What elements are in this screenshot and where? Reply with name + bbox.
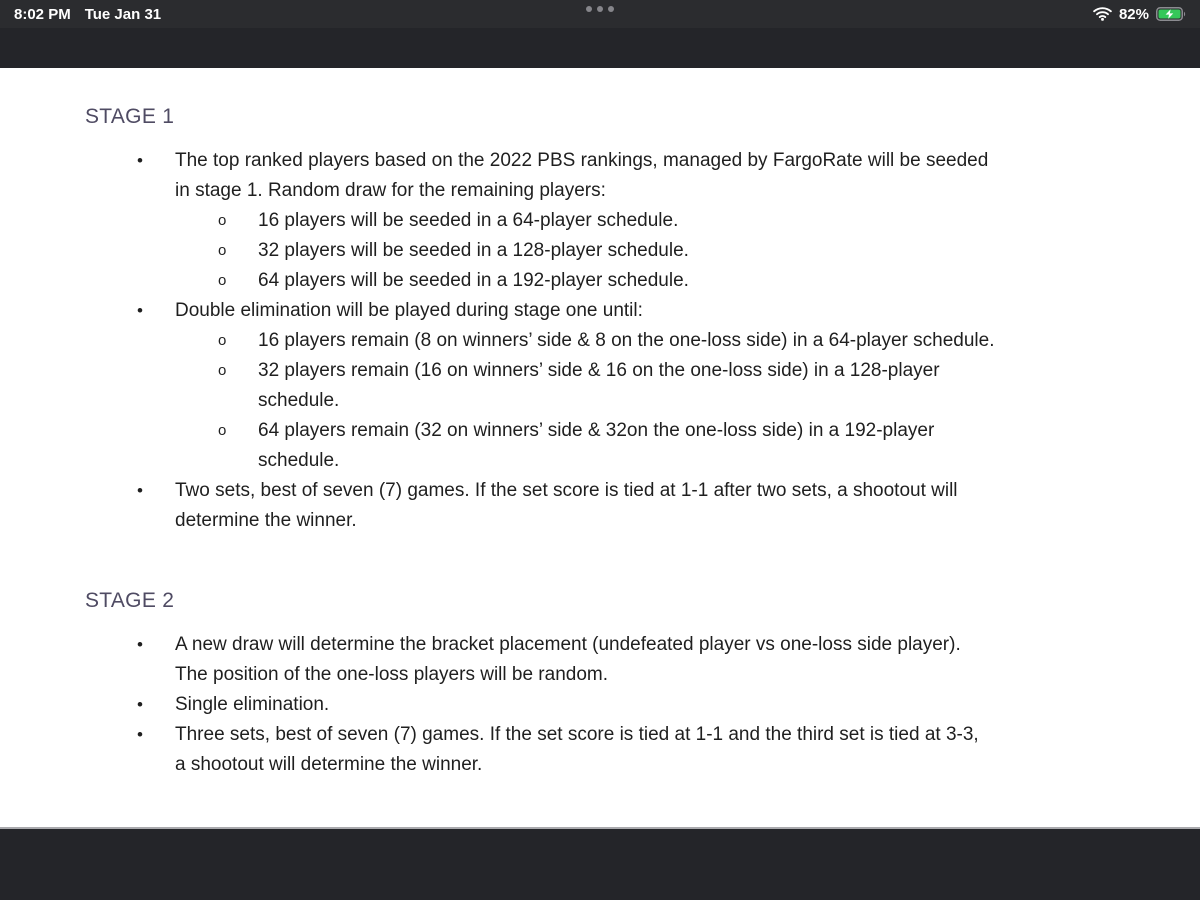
text-line: Two sets, best of seven (7) games. If the set score is tied at 1-1 after two sets, a shootout will: [175, 480, 958, 501]
bullet-text: [175, 690, 329, 720]
bullet-marker: •: [137, 151, 143, 170]
bullet-text: [258, 266, 689, 296]
text-line: 16 players remain (8 on winners’ side & 8 on the one-loss side) in a 64-player schedule.: [258, 330, 995, 351]
text-line: A new draw will determine the bracket placement (undefeated player vs one-loss side player).: [175, 634, 961, 655]
bullet-text: [258, 206, 678, 236]
text-line: 16 players will be seeded in a 64-player schedule.: [258, 210, 679, 231]
bottom-bezel: [0, 829, 1200, 900]
text-line: Double elimination will be played during stage one until:: [175, 300, 643, 321]
bullet-item: [0, 476, 1200, 536]
bullet-marker: o: [218, 272, 227, 289]
document-content: [0, 104, 1200, 780]
bullet-marker: •: [137, 301, 143, 320]
bullet-marker: o: [218, 242, 227, 259]
text-line: Three sets, best of seven (7) games. If the set score is tied at 1-1 and the third set is tied at 3-3,: [175, 724, 979, 745]
bullet-marker: o: [218, 422, 227, 439]
bullet-text: [175, 296, 643, 326]
text-line: schedule.: [258, 450, 340, 471]
stage-section: [0, 588, 1200, 780]
bullet-text: [175, 476, 958, 536]
bullet-marker: o: [218, 362, 227, 379]
text-line: Single elimination.: [175, 694, 330, 715]
bullet-text: [258, 326, 994, 356]
multitasking-dots-icon[interactable]: [586, 6, 614, 12]
clock-date: Tue Jan 31: [84, 5, 162, 23]
text-line: 32 players will be seeded in a 128-player schedule.: [258, 240, 689, 261]
bullet-marker: •: [137, 695, 143, 714]
document-page: [0, 68, 1200, 829]
sub-bullet-item: [0, 416, 1200, 476]
text-line: in stage 1. Random draw for the remaining players:: [175, 180, 606, 201]
text-line: 64 players will be seeded in a 192-player schedule.: [258, 270, 689, 291]
sub-bullet-item: [0, 266, 1200, 296]
bullet-marker: o: [218, 332, 227, 349]
bullet-text: [258, 416, 934, 476]
section-heading: STAGE 1: [85, 105, 175, 128]
wifi-icon: [1093, 7, 1112, 21]
sub-bullet-item: [0, 236, 1200, 266]
sub-bullet-item: [0, 356, 1200, 416]
bullet-item: [0, 146, 1200, 206]
bullet-item: [0, 630, 1200, 690]
battery-percent: 82%: [1118, 5, 1149, 23]
bullet-text: [175, 146, 988, 206]
bullet-item: [0, 720, 1200, 780]
text-line: The top ranked players based on the 2022 PBS rankings, managed by FargoRate will be seeded: [175, 150, 989, 171]
text-line: The position of the one-loss players will be random.: [175, 664, 609, 685]
stage-section: [0, 104, 1200, 536]
text-line: 64 players remain (32 on winners’ side & 32on the one-loss side) in a 192-player: [258, 420, 935, 441]
bullet-text: [258, 356, 940, 416]
section-heading: STAGE 2: [85, 589, 175, 612]
text-line: 32 players remain (16 on winners’ side & 16 on the one-loss side) in a 128-player: [258, 360, 940, 381]
bullet-marker: o: [218, 212, 227, 229]
bullet-item: [0, 690, 1200, 720]
bullet-text: [175, 630, 961, 690]
battery-charging-icon: [1156, 7, 1186, 21]
bullet-marker: •: [137, 481, 143, 500]
clock-time: 8:02 PM: [14, 5, 71, 23]
text-line: a shootout will determine the winner.: [175, 754, 483, 775]
text-line: determine the winner.: [175, 510, 357, 531]
bullet-marker: •: [137, 725, 143, 744]
bullet-text: [175, 720, 979, 780]
bullet-text: [258, 236, 689, 266]
text-line: schedule.: [258, 390, 340, 411]
bullet-item: [0, 296, 1200, 326]
bullet-marker: •: [137, 635, 143, 654]
status-bar: [0, 0, 1200, 28]
sub-bullet-item: [0, 326, 1200, 356]
status-bar-right: [1093, 6, 1186, 23]
status-bar-left: [14, 6, 161, 23]
sub-bullet-item: [0, 206, 1200, 236]
